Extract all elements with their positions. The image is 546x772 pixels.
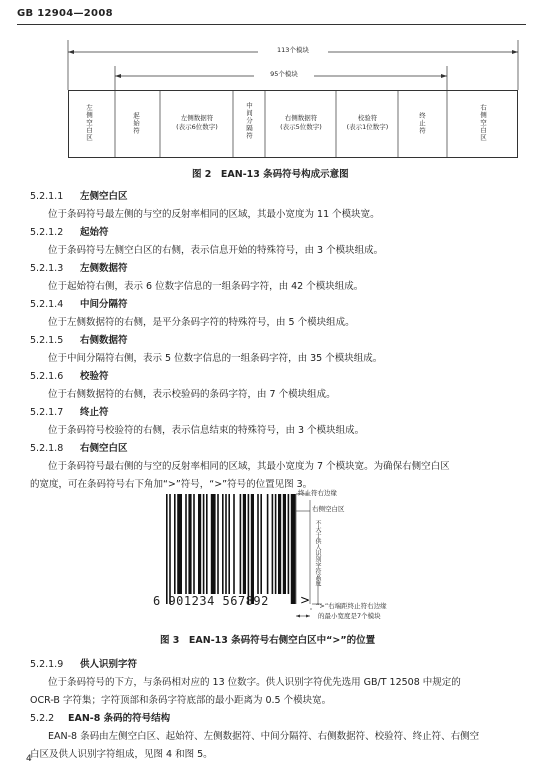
section-number: 5.2.1.4 bbox=[30, 299, 64, 310]
note-line-2: 的最小宽度是7个模块 bbox=[318, 612, 381, 620]
section-number: 5.2.1.3 bbox=[30, 263, 64, 274]
barcode-bar bbox=[233, 494, 235, 594]
barcode-bar bbox=[174, 494, 176, 594]
barcode-bar bbox=[217, 494, 219, 594]
section-heading bbox=[30, 332, 128, 346]
section-text: 位于条码符号最左侧的与空的反射率相同的区域，其最小宽度为 11 个模块宽。 bbox=[48, 209, 380, 220]
barcode-bar bbox=[198, 494, 201, 594]
section-text-continued: 的宽度，可在条码符号右下角加“>”符号，“>”符号的位置见图 3。 bbox=[30, 479, 313, 490]
barcode-bar bbox=[291, 494, 296, 604]
section-text: 位于中间分隔符右侧，表示 5 位数字信息的一组条码字符，由 35 个模块组成。 bbox=[48, 353, 383, 364]
page-number: 4 bbox=[26, 754, 32, 764]
segment-right-quiet-zone: 右侧空白区 bbox=[479, 104, 487, 142]
segment-check-digit: 校验符 (表示1位数字) bbox=[346, 114, 389, 131]
section-heading bbox=[30, 656, 137, 670]
section-heading bbox=[30, 224, 109, 238]
barcode-bar bbox=[272, 494, 274, 594]
section-title: 左侧数据符 bbox=[80, 263, 128, 274]
section-heading bbox=[30, 440, 128, 454]
barcode-bar bbox=[185, 494, 187, 594]
section-number: 5.2.1.7 bbox=[30, 407, 64, 418]
barcode-bar bbox=[188, 494, 191, 594]
section-text-continued: 白区及供人识别字符组成，见图 4 和图 5。 bbox=[30, 749, 213, 760]
section-title: 右侧数据符 bbox=[80, 335, 128, 346]
section-title: 右侧空白区 bbox=[80, 443, 128, 454]
note-line-1: “>”右端距终止符右边缘 bbox=[316, 602, 387, 610]
section-text: 位于右侧数据符的右侧，表示校验码的条码字符，由 7 个模块组成。 bbox=[48, 389, 336, 400]
section-text-continued: OCR-B 字符集；字符顶部和条码字符底部的最小距离为 0.5 个模块宽。 bbox=[30, 695, 332, 706]
barcode-bar bbox=[166, 494, 168, 604]
section-title: EAN-8 条码的符号结构 bbox=[68, 713, 171, 724]
barcode-bars bbox=[166, 494, 296, 604]
section-heading bbox=[30, 188, 128, 202]
barcode-bar bbox=[278, 494, 281, 594]
barcode-bar bbox=[251, 494, 254, 604]
section-heading bbox=[30, 368, 109, 382]
segment-right-data: 右侧数据符 (表示5位数字) bbox=[280, 114, 322, 131]
section-title: 终止符 bbox=[80, 407, 109, 418]
barcode-bar bbox=[228, 494, 230, 594]
height-limit-label: 不大于供人识别字符高度 bbox=[314, 520, 321, 586]
total-modules-label: 113个模块 bbox=[258, 46, 328, 55]
segment-left-quiet-zone: 左侧空白区 bbox=[85, 104, 93, 142]
section-heading bbox=[30, 710, 170, 724]
inner-modules-label: 95个模块 bbox=[254, 70, 314, 79]
figure-2-caption: 图 2 EAN-13 条码符号构成示意图 bbox=[192, 169, 349, 180]
barcode-bar bbox=[283, 494, 286, 594]
section-title: 中间分隔符 bbox=[80, 299, 128, 310]
section-number: 5.2.1.9 bbox=[30, 659, 64, 670]
barcode-bar bbox=[177, 494, 182, 594]
section-text: 位于起始符右侧，表示 6 位数字信息的一组条码字符，由 42 个模块组成。 bbox=[48, 281, 364, 292]
section-text: EAN-8 条码由左侧空白区、起始符、左侧数据符、中间分隔符、右侧数据符、校验符、终止符、右侧空 bbox=[48, 731, 480, 742]
human-readable-digits: 6 901234 567892 bbox=[153, 594, 269, 608]
section-text: 位于条码符号校验符的右侧，表示信息结束的特殊符号，由 3 个模块组成。 bbox=[48, 425, 365, 436]
end-guard-edge-label: 终止符右边缘 bbox=[298, 489, 337, 497]
section-heading bbox=[30, 260, 128, 274]
section-text: 位于条码符号最右侧的与空的反射率相同的区域，其最小宽度为 7 个模块宽。为确保右侧空白区 bbox=[48, 461, 450, 472]
segment-left-data: 左侧数据符 (表示6位数字) bbox=[176, 114, 218, 131]
barcode-bar bbox=[248, 494, 250, 604]
section-title: 左侧空白区 bbox=[80, 191, 128, 202]
section-heading bbox=[30, 296, 128, 310]
segment-start-guard: 起始符 bbox=[132, 112, 140, 135]
barcode-bar bbox=[240, 494, 242, 594]
section-text: 位于左侧数据符的右侧，是平分条码字符的特殊符号，由 5 个模块组成。 bbox=[48, 317, 355, 328]
section-text: 位于条码符号左侧空白区的右侧，表示信息开始的特殊符号，由 3 个模块组成。 bbox=[48, 245, 384, 256]
barcode-bar bbox=[211, 494, 216, 594]
section-number: 5.2.1.5 bbox=[30, 335, 64, 346]
section-heading bbox=[30, 404, 109, 418]
barcode-bar bbox=[225, 494, 227, 594]
barcode-bar bbox=[222, 494, 224, 594]
barcode-bar bbox=[206, 494, 208, 594]
barcode-bar bbox=[275, 494, 277, 594]
figure-3-caption: 图 3 EAN-13 条码符号右侧空白区中“>”的位置 bbox=[160, 635, 376, 646]
section-number: 5.2.2 bbox=[30, 713, 55, 724]
barcode-bar bbox=[260, 494, 262, 594]
figure-3-barcode bbox=[0, 486, 546, 626]
barcode-bar bbox=[243, 494, 246, 594]
section-number: 5.2.1.1 bbox=[30, 191, 64, 202]
right-quiet-zone-label: 右侧空白区 bbox=[312, 505, 345, 513]
standard-number: GB 12904—2008 bbox=[17, 8, 113, 19]
barcode-bar bbox=[267, 494, 269, 594]
barcode-bar bbox=[169, 494, 171, 604]
figure-2 bbox=[0, 0, 546, 200]
section-number: 5.2.1.8 bbox=[30, 443, 64, 454]
quiet-zone-indicator: > bbox=[300, 593, 311, 607]
segment-center-guard: 中间分隔符 bbox=[245, 102, 253, 140]
section-title: 供人识别字符 bbox=[80, 659, 138, 670]
barcode-bar bbox=[203, 494, 205, 594]
section-title: 校验符 bbox=[80, 371, 109, 382]
segment-end-guard: 终止符 bbox=[418, 112, 426, 135]
section-title: 起始符 bbox=[80, 227, 109, 238]
section-number: 5.2.1.2 bbox=[30, 227, 64, 238]
section-number: 5.2.1.6 bbox=[30, 371, 64, 382]
barcode-bar bbox=[288, 494, 290, 594]
section-text: 位于条码符号的下方，与条码相对应的 13 位数字。供人识别字符优先选用 GB/T 12508 中规定的 bbox=[48, 677, 461, 688]
barcode-bar bbox=[193, 494, 195, 594]
barcode-bar bbox=[257, 494, 259, 594]
